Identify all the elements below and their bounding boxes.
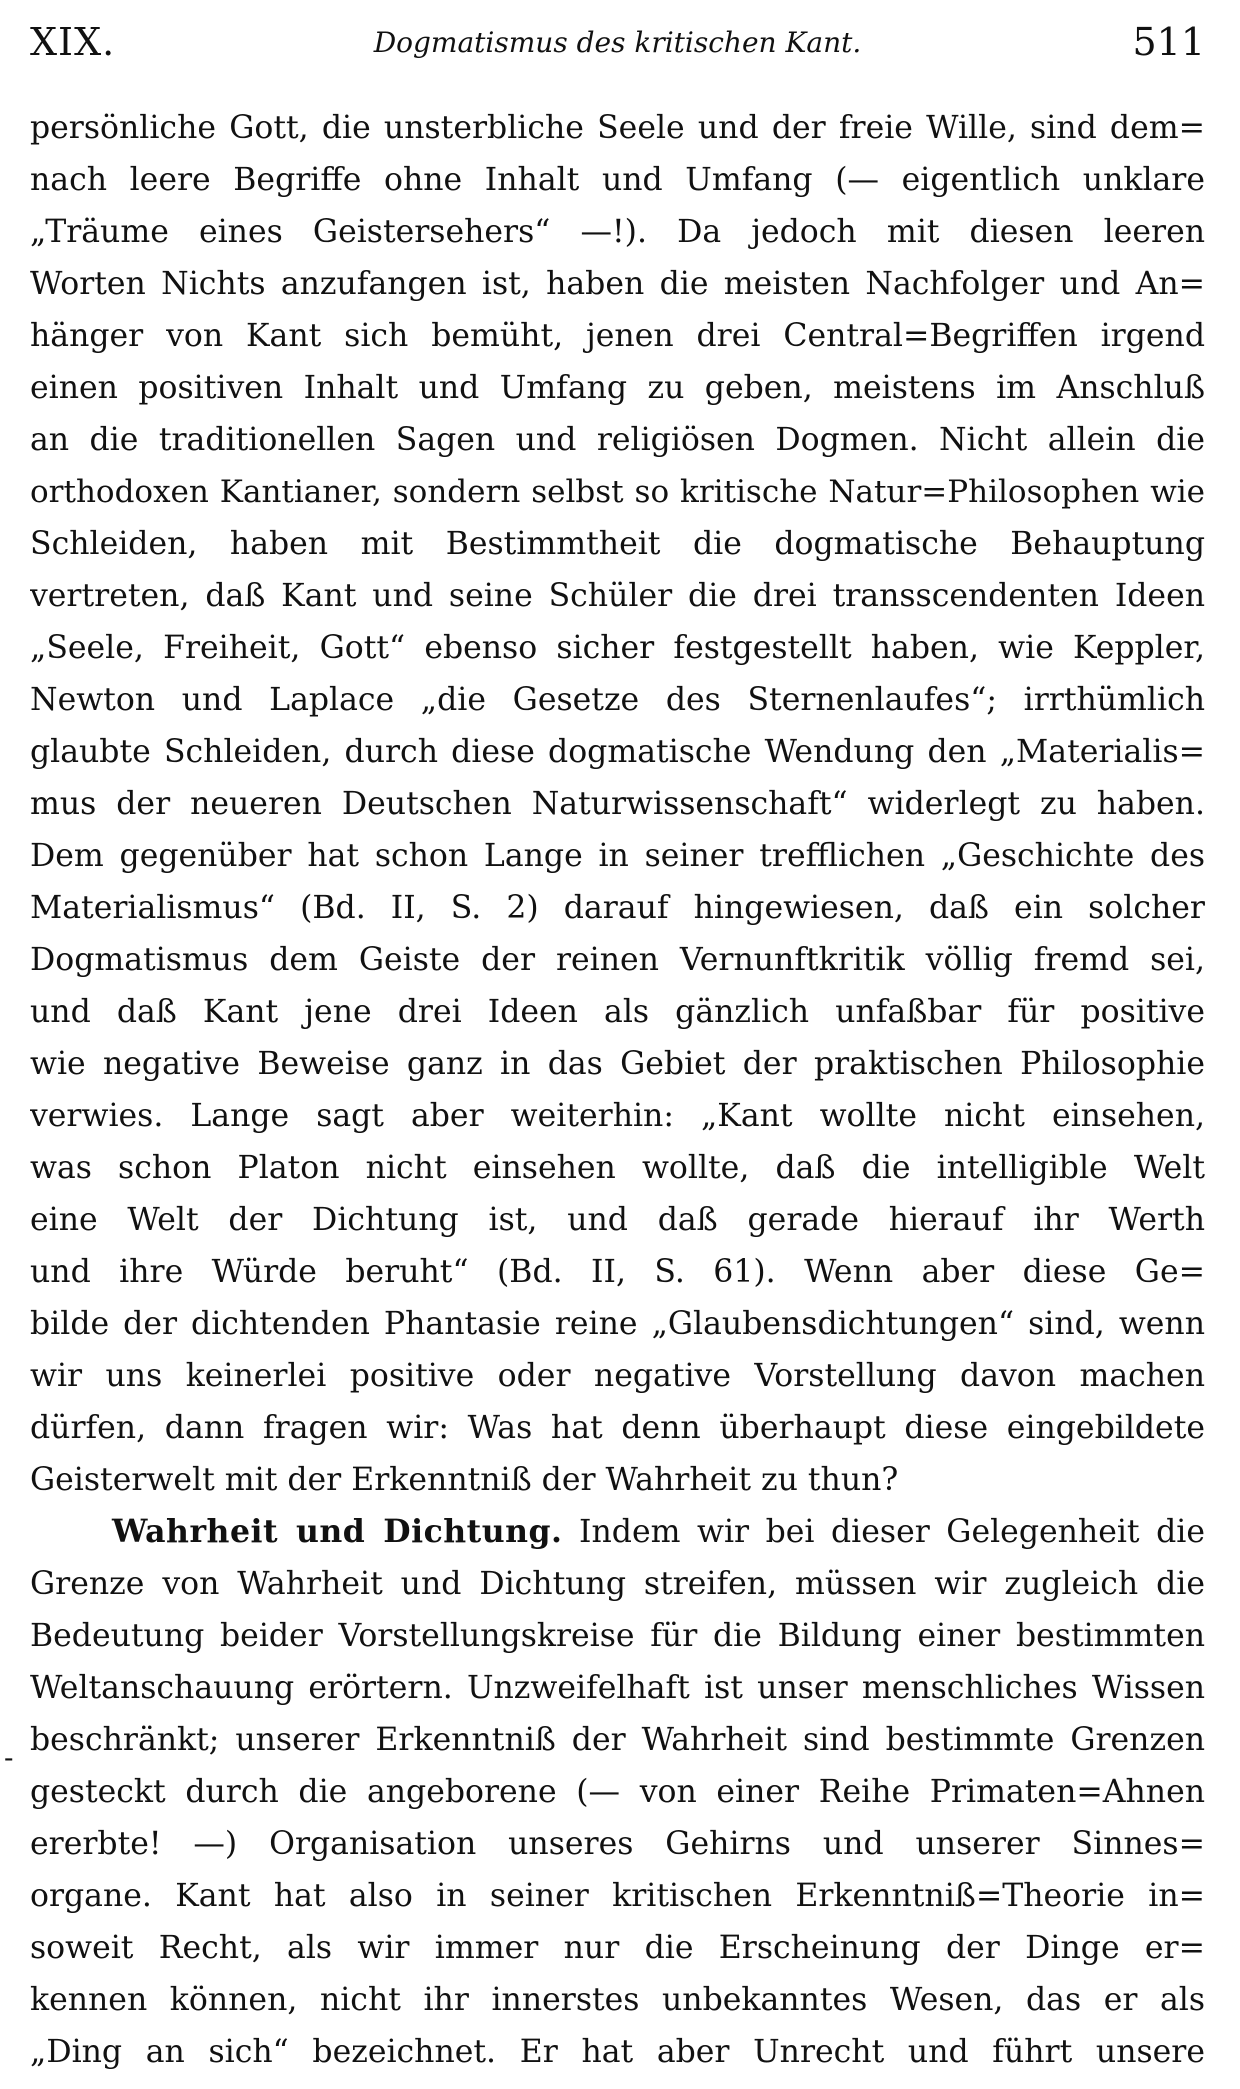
text-line: beschränkt; unserer Erkenntniß der Wahrheit sind bestimmte Grenzen bbox=[30, 1722, 1205, 1758]
text-run: Indem wir bei dieser Gelegenheit die bbox=[562, 1514, 1205, 1550]
text-line: Grenze von Wahrheit und Dichtung streifen, müssen wir zugleich die bbox=[30, 1566, 1205, 1602]
margin-mark: - bbox=[4, 1741, 14, 1774]
text-line: orthodoxen Kantianer, sondern selbst so kritische Natur=Philosophen wie bbox=[30, 474, 1205, 510]
text-line: vertreten, daß Kant und seine Schüler die drei transscendenten Ideen bbox=[30, 578, 1205, 614]
text-line: wie negative Beweise ganz in das Gebiet der praktischen Philosophie bbox=[30, 1046, 1205, 1082]
text-line: dürfen, dann fragen wir: Was hat denn überhaupt diese eingebildete bbox=[30, 1410, 1205, 1446]
running-title: Dogmatismus des kritischen Kant. bbox=[373, 26, 862, 59]
text-line: kennen können, nicht ihr innerstes unbekanntes Wesen, das er als bbox=[30, 1982, 1205, 2018]
text-line: Geisterwelt mit der Erkenntniß der Wahrheit zu thun? bbox=[30, 1462, 899, 1498]
body-text bbox=[30, 102, 1205, 2078]
text-line: verwies. Lange sagt aber weiterhin: „Kant wollte nicht einsehen, bbox=[30, 1098, 1205, 1134]
text-line: eine Welt der Dichtung ist, und daß gerade hierauf ihr Werth bbox=[30, 1202, 1205, 1238]
text-line: ererbte! —) Organisation unseres Gehirns und unserer Sinnes= bbox=[30, 1826, 1205, 1862]
text-line: „Seele, Freiheit, Gott“ ebenso sicher festgestellt haben, wie Keppler, bbox=[30, 630, 1205, 666]
text-line: und ihre Würde beruht“ (Bd. II, S. 61). Wenn aber diese Ge= bbox=[30, 1254, 1205, 1290]
text-line: Weltanschauung erörtern. Unzweifelhaft ist unser menschliches Wissen bbox=[30, 1670, 1205, 1706]
text-line: Dem gegenüber hat schon Lange in seiner trefflichen „Geschichte des bbox=[30, 838, 1205, 874]
text-line: an die traditionellen Sagen und religiösen Dogmen. Nicht allein die bbox=[30, 422, 1205, 458]
text-line: Bedeutung beider Vorstellungskreise für die Bildung einer bestimmten bbox=[30, 1618, 1205, 1654]
text-line: nach leere Begriffe ohne Inhalt und Umfang (— eigentlich unklare bbox=[30, 162, 1205, 198]
paragraph bbox=[30, 1506, 1205, 2078]
text-line: Materialismus“ (Bd. II, S. 2) darauf hingewiesen, daß ein solcher bbox=[30, 890, 1205, 926]
text-line: einen positiven Inhalt und Umfang zu geben, meistens im Anschluß bbox=[30, 370, 1205, 406]
text-line: glaubte Schleiden, durch diese dogmatische Wendung den „Materialis= bbox=[30, 734, 1205, 770]
chapter-number: XIX. bbox=[30, 20, 116, 64]
text-line bbox=[30, 1506, 1205, 1558]
text-line: bilde der dichtenden Phantasie reine „Glaubensdichtungen“ sind, wenn bbox=[30, 1306, 1205, 1342]
paragraph bbox=[30, 102, 1205, 1506]
text-line: hänger von Kant sich bemüht, jenen drei Central=Begriffen irgend bbox=[30, 318, 1205, 354]
page-number: 511 bbox=[1132, 20, 1205, 64]
text-line: soweit Recht, als wir immer nur die Erscheinung der Dinge er= bbox=[30, 1930, 1205, 1966]
text-line: persönliche Gott, die unsterbliche Seele und der freie Wille, sind dem= bbox=[30, 110, 1205, 146]
text-line: Worten Nichts anzufangen ist, haben die meisten Nachfolger und An= bbox=[30, 266, 1205, 302]
text-line: was schon Platon nicht einsehen wollte, daß die intelligible Welt bbox=[30, 1150, 1205, 1186]
text-line: mus der neueren Deutschen Naturwissenschaft“ widerlegt zu haben. bbox=[30, 786, 1205, 822]
text-line: wir uns keinerlei positive oder negative Vorstellung davon machen bbox=[30, 1358, 1205, 1394]
text-line: gesteckt durch die angeborene (— von einer Reihe Primaten=Ahnen bbox=[30, 1774, 1205, 1810]
text-line: Dogmatismus dem Geiste der reinen Vernunftkritik völlig fremd sei, bbox=[30, 942, 1205, 978]
section-heading: Wahrheit und Dichtung. bbox=[112, 1513, 563, 1550]
text-line: „Ding an sich“ bezeichnet. Er hat aber Unrecht und führt unsere bbox=[30, 2034, 1205, 2070]
text-line: „Träume eines Geistersehers“ —!). Da jedoch mit diesen leeren bbox=[30, 214, 1205, 250]
text-line: Newton und Laplace „die Gesetze des Sternenlaufes“; irrthümlich bbox=[30, 682, 1205, 718]
page-header bbox=[30, 20, 1205, 70]
text-line: und daß Kant jene drei Ideen als gänzlich unfaßbar für positive bbox=[30, 994, 1205, 1030]
text-line: organe. Kant hat also in seiner kritischen Erkenntniß=Theorie in= bbox=[30, 1878, 1205, 1914]
text-line: Schleiden, haben mit Bestimmtheit die dogmatische Behauptung bbox=[30, 526, 1205, 562]
